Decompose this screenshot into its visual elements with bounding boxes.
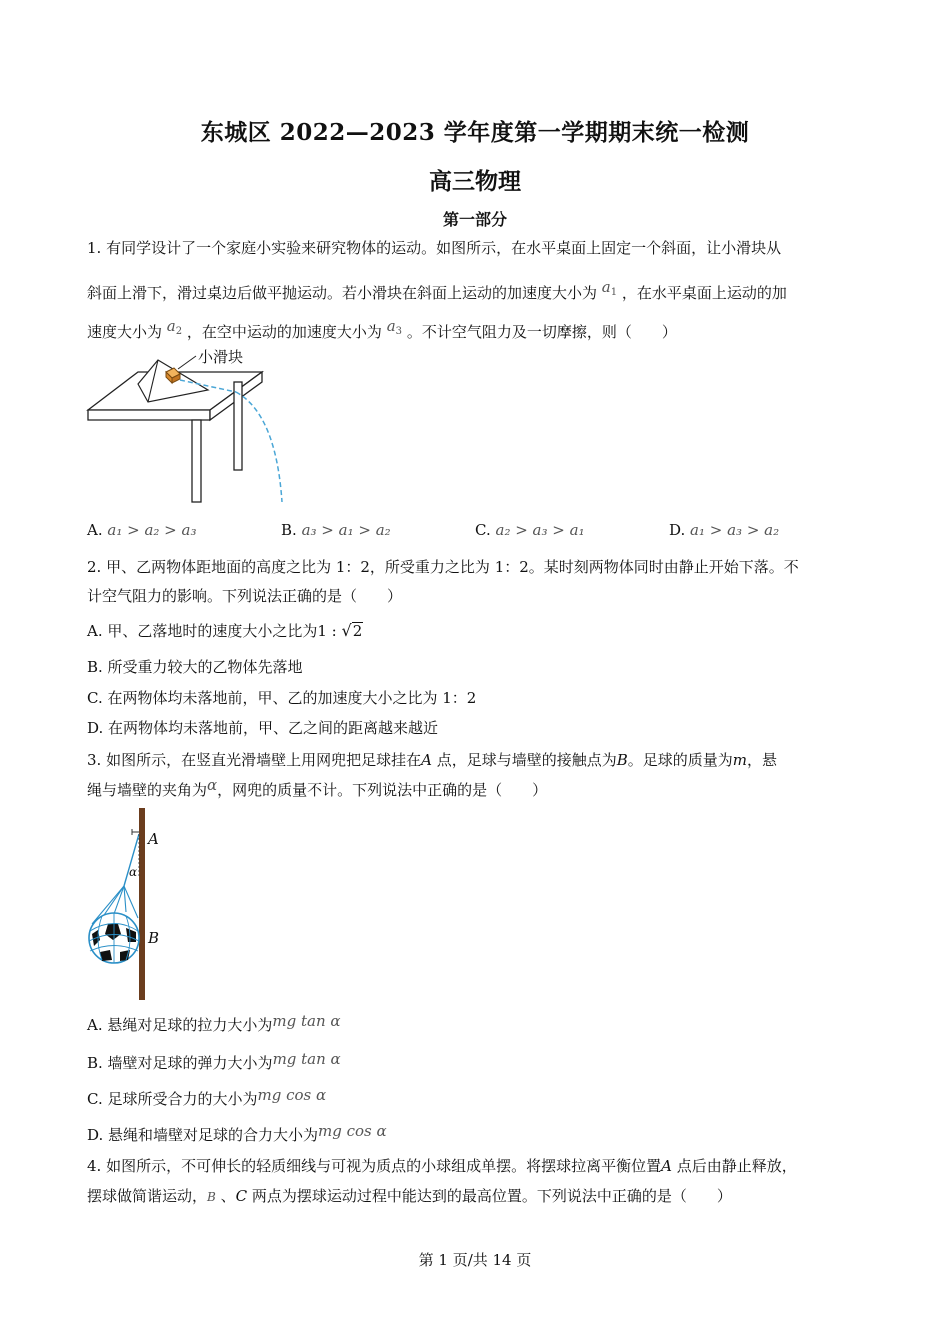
q1-option-c-expr: a₂ > a₃ > a₁ <box>495 521 585 539</box>
q1-a2: $a_2$ <box>166 317 183 337</box>
q4-line-1: 4. 如图所示，不可伸长的轻质细线与可视为质点的小球组成单摆。将摆球拉离平衡位置A 点后由静止释放， <box>87 1157 797 1175</box>
page-footer: 第 1 页/共 14 页 <box>418 1251 532 1269</box>
q1-line-3c: 。不计空气阻力及一切摩擦，则（ ） <box>406 323 677 341</box>
q1-line-3a: 速度大小为 <box>87 323 163 341</box>
q2-option-c[interactable]: C. 在两物体均未落地前，甲、乙的加速度大小之比为 1：2 <box>87 689 477 707</box>
q3-wall-ball-figure <box>84 806 184 1002</box>
exam-title: 东城区 2022—2023 学年度第一学期期末统一检测 <box>200 119 750 146</box>
q1-option-a[interactable]: A. a₁ > a₂ > a₃ <box>87 521 197 539</box>
q2-line-2: 计空气阻力的影响。下列说法正确的是（ ） <box>87 587 403 605</box>
q1-option-d[interactable]: D. a₁ > a₃ > a₂ <box>669 521 780 539</box>
table-leg-front <box>192 420 201 502</box>
exam-subtitle: 高三物理 <box>429 168 521 195</box>
q1-line-2b: ，在水平桌面上运动的加 <box>621 284 787 302</box>
q3-line-1: 3. 如图所示，在竖直光滑墙壁上用网兜把足球挂在A 点，足球与墙壁的接触点为B。足球的质量为m，悬 <box>87 751 778 769</box>
q1-option-b[interactable]: B. a₃ > a₁ > a₂ <box>281 521 391 539</box>
wall <box>139 808 145 1000</box>
q1-line-3b: ，在空中运动的加速度大小为 <box>186 323 382 341</box>
q1-a1: $a_1$ <box>601 278 618 298</box>
q3-option-c[interactable]: C. 足球所受合力的大小为mg cos α <box>87 1086 327 1108</box>
projectile-path <box>236 392 282 502</box>
q1-a3: $a_3$ <box>386 317 403 337</box>
q1-line-2a: 斜面上滑下，滑过桌边后做平抛运动。若小滑块在斜面上运动的加速度大小为 <box>87 284 598 302</box>
q1-table-figure <box>86 344 306 506</box>
section-heading: 第一部分 <box>442 210 507 229</box>
q2-line-1: 2. 甲、乙两物体距地面的高度之比为 1：2，所受重力之比为 1：2。某时刻两物体同时由静止开始下落。不 <box>87 558 799 576</box>
q2-option-d[interactable]: D. 在两物体均未落地前，甲、乙之间的距离越来越近 <box>87 719 439 737</box>
q1-option-c[interactable]: C. a₂ > a₃ > a₁ <box>475 521 585 539</box>
q3-option-b[interactable]: B. 墙壁对足球的弹力大小为mg tan α <box>87 1050 341 1072</box>
q3-option-a[interactable]: A. 悬绳对足球的拉力大小为mg tan α <box>87 1012 341 1034</box>
table-leg-back <box>234 382 242 470</box>
label-point-b: B <box>148 929 160 947</box>
label-point-a: A <box>148 830 159 848</box>
q4-line-2: 摆球做简谐运动，B 、C 两点为摆球运动过程中能达到的最高位置。下列说法中正确的是（ ） <box>87 1187 732 1205</box>
q2-option-a[interactable]: A. 甲、乙落地时的速度大小之比为1 : √2 <box>87 621 363 640</box>
q1-line-2 <box>87 278 787 309</box>
q2-option-b[interactable]: B. 所受重力较大的乙物体先落地 <box>87 658 303 676</box>
q1-option-b-expr: a₃ > a₁ > a₂ <box>301 521 391 539</box>
q3-option-d[interactable]: D. 悬绳和墙壁对足球的合力大小为mg cos α <box>87 1122 387 1144</box>
small-block-label: 小滑块 <box>198 348 244 366</box>
q3-line-2: 绳与墙壁的夹角为α，网兜的质量不计。下列说法中正确的是（ ） <box>87 776 548 799</box>
table-front-edge <box>88 410 210 420</box>
q1-line-1: 1. 有同学设计了一个家庭小实验来研究物体的运动。如图所示，在水平桌面上固定一个斜面，让小滑块从 <box>87 239 782 257</box>
label-alpha: α <box>129 865 138 879</box>
q1-option-a-expr: a₁ > a₂ > a₃ <box>107 521 197 539</box>
q1-option-d-expr: a₁ > a₃ > a₂ <box>690 521 780 539</box>
